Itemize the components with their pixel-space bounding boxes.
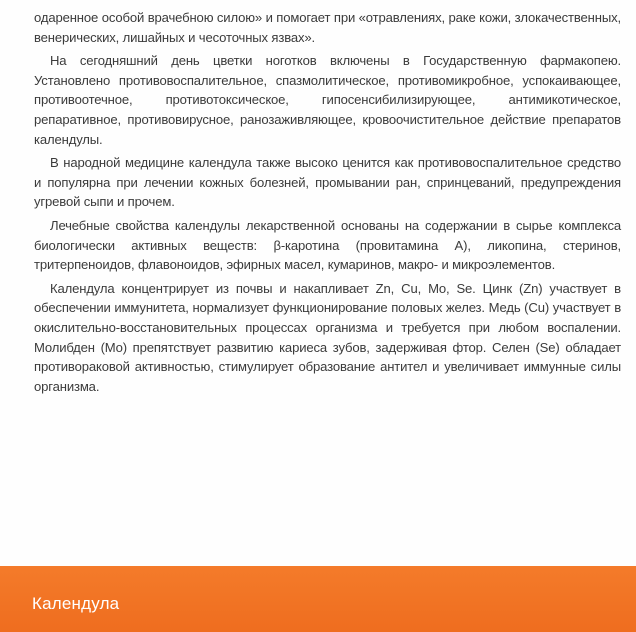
- body-text: [34, 8, 621, 400]
- paragraph-2: На сегодняшний день цветки ноготков включены в Государственную фармакопею. Установлено противовоспалительное, спазмолитическое, противомикробное, успокаивающее, противоотечное, противотоксическое, гипосенсибилизирующее, антимикотическое, репаративное, противовирусное, ранозаживляющее, кровоочистительное действие препаратов календулы.: [34, 53, 621, 147]
- paragraph-5: Календула концентрирует из почвы и накапливает Zn, Cu, Mo, Se. Цинк (Zn) участвует в обеспечении иммунитета, нормализует функционирование половых желез. Медь (Cu) участвует в окислительно-восстановительных процессах организма и требуется при любом воспалении. Молибден (Mo) препятствует развитию кариеса зубов, задерживая фтор. Селен (Se) обладает противораковой активностью, стимулирует образование антител и увеличивает иммунные силы организма.: [34, 280, 621, 394]
- paragraph-4: Лечебные свойства календулы лекарственной основаны на содержании в сырье комплекса биологически активных веществ: β-каротина (провитамина А), ликопина, стеринов, тритерпеноидов, флавоноидов, эфирных масел, кумаринов, макро- и микроэлементов.: [34, 217, 621, 273]
- paragraph-3: В народной медицине календула также высоко ценится как противовоспалительное средство и популярна при лечении кожных болезней, промывании ран, спринцеваний, предупреждения угревой сыпи и прочем.: [34, 155, 621, 210]
- paragraph-1: одаренное особой врачебною силою» и помогает при «отравлениях, раке кожи, злокачественных, венерических, лишайных и чесоточных язвах».: [34, 10, 621, 45]
- footer-title: Календула: [32, 594, 120, 613]
